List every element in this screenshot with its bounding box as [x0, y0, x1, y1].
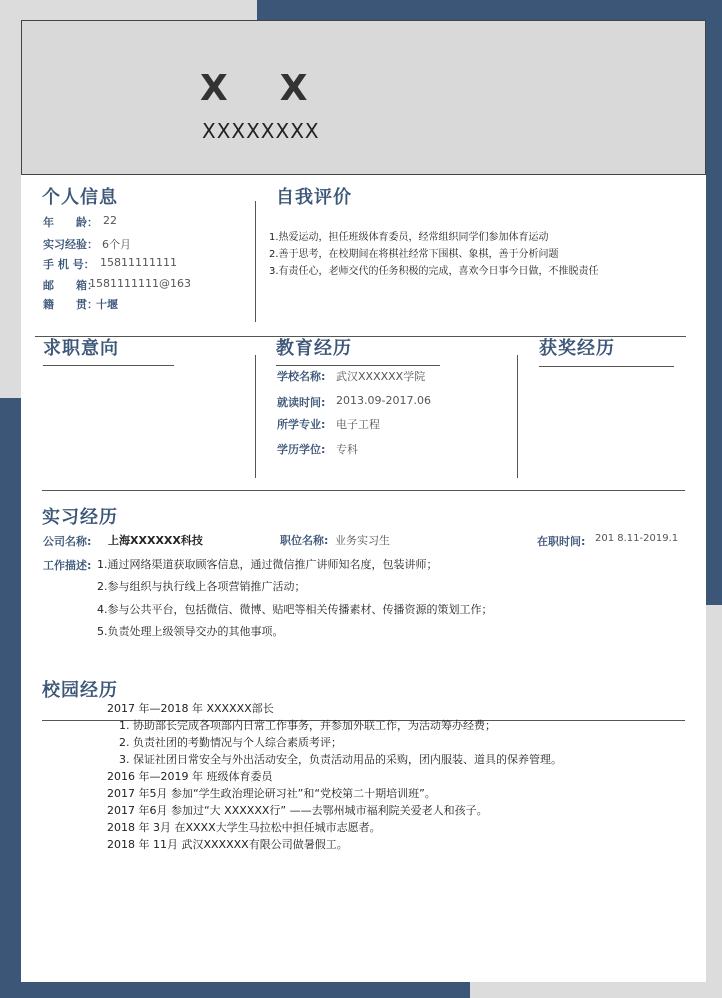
campus-event: 2018 年 11月 武汉XXXXXX有限公司做暑假工。	[107, 838, 348, 851]
hometown-label: 籍 贯：	[43, 298, 98, 311]
position-value: 业务实习生	[335, 534, 390, 547]
hometown-value: 十堰	[96, 298, 118, 311]
work-desc-line: 2.参与组织与执行线上各项营销推广活动；	[97, 580, 306, 593]
job-intent-underline	[43, 365, 174, 366]
education-underline	[276, 365, 440, 366]
divider-vertical-top	[255, 201, 256, 322]
school-value: 武汉XXXXXX学院	[336, 370, 426, 383]
self-eval-line: 3.有责任心，老师交代的任务积极的完成，喜欢今日事今日做，不推脱责任	[269, 266, 599, 277]
work-desc-line: 5.负责处理上级领导交办的其他事项。	[97, 625, 284, 638]
candidate-subtitle: XXXXXXXX	[202, 119, 320, 143]
phone-label: 手 机 号：	[43, 258, 95, 271]
education-title: 教育经历	[276, 338, 352, 359]
self-eval-line: 2.善于思考，在校期间在将棋社经常下围棋、象棋，善于分析问题	[269, 249, 559, 260]
position-label: 职位名称:	[280, 534, 329, 547]
experience-label: 实习经验：	[43, 238, 98, 251]
company-value: 上海XXXXXX科技	[108, 534, 203, 547]
age-label: 年 龄：	[43, 216, 98, 229]
campus-duty: 2. 负责社团的考勤情况与个人综合素质考评；	[119, 736, 342, 749]
awards-underline	[539, 366, 674, 367]
degree-label: 学历学位:	[277, 443, 326, 456]
study-period-value: 2013.09-2017.06	[336, 394, 431, 407]
campus-duty: 1. 协助部长完成各项部内日常工作事务，并参加外联工作，为活动筹办经费；	[119, 719, 496, 732]
study-period-label: 就读时间:	[277, 396, 326, 409]
campus-duty: 3. 保证社团日常安全与外出活动安全，负责活动用品的采购，团内服装、道具的保养管理。	[119, 753, 562, 766]
job-intent-title: 求职意向	[43, 338, 119, 359]
email-value: 1581111111@163	[89, 277, 191, 290]
divider-vertical-edu-left	[255, 355, 256, 478]
divider-vertical-edu-right	[517, 355, 518, 478]
self-eval-title: 自我评价	[276, 187, 352, 208]
phone-value: 15811111111	[100, 256, 177, 269]
experience-value: 6个月	[102, 238, 131, 251]
candidate-name: X X	[200, 68, 316, 109]
age-value: 22	[103, 214, 117, 227]
school-label: 学校名称:	[277, 370, 326, 383]
period-label: 在职时间:	[537, 535, 586, 548]
personal-info-title: 个人信息	[42, 187, 118, 208]
divider-horizontal-2	[42, 490, 685, 491]
email-label: 邮 箱：	[43, 279, 98, 292]
major-value: 电子工程	[336, 418, 380, 431]
major-label: 所学专业:	[277, 418, 326, 431]
period-value: 201 8.11-2019.1	[595, 533, 679, 544]
work-desc-line: 1.通过网络渠道获取顾客信息，通过微信推广讲师知名度，包装讲师；	[97, 558, 438, 571]
header-box	[21, 20, 706, 175]
degree-value: 专科	[336, 443, 358, 456]
self-eval-line: 1.热爱运动，担任班级体育委员，经常组织同学们参加体育运动	[269, 232, 549, 243]
campus-event: 2017 年6月 参加过“大 XXXXXX行” ——去鄂州城市福利院关爱老人和孩子。	[107, 804, 488, 817]
company-label: 公司名称:	[43, 535, 92, 548]
campus-event: 2017 年5月 参加“学生政治理论研习社”和“党校第二十期培训班”。	[107, 787, 436, 800]
campus-role: 2016 年—2019 年 班级体育委员	[107, 770, 273, 783]
work-desc-label: 工作描述:	[43, 559, 92, 572]
campus-event: 2018 年 3月 在XXXX大学生马拉松中担任城市志愿者。	[107, 821, 381, 834]
campus-role: 2017 年—2018 年 XXXXXX部长	[107, 702, 274, 715]
work-desc-line: 4.参与公共平台，包括微信、微博、贴吧等相关传播素材、传播资源的策划工作；	[97, 603, 493, 616]
awards-title: 获奖经历	[539, 338, 615, 359]
internship-title: 实习经历	[42, 507, 118, 528]
campus-title: 校园经历	[42, 680, 118, 701]
